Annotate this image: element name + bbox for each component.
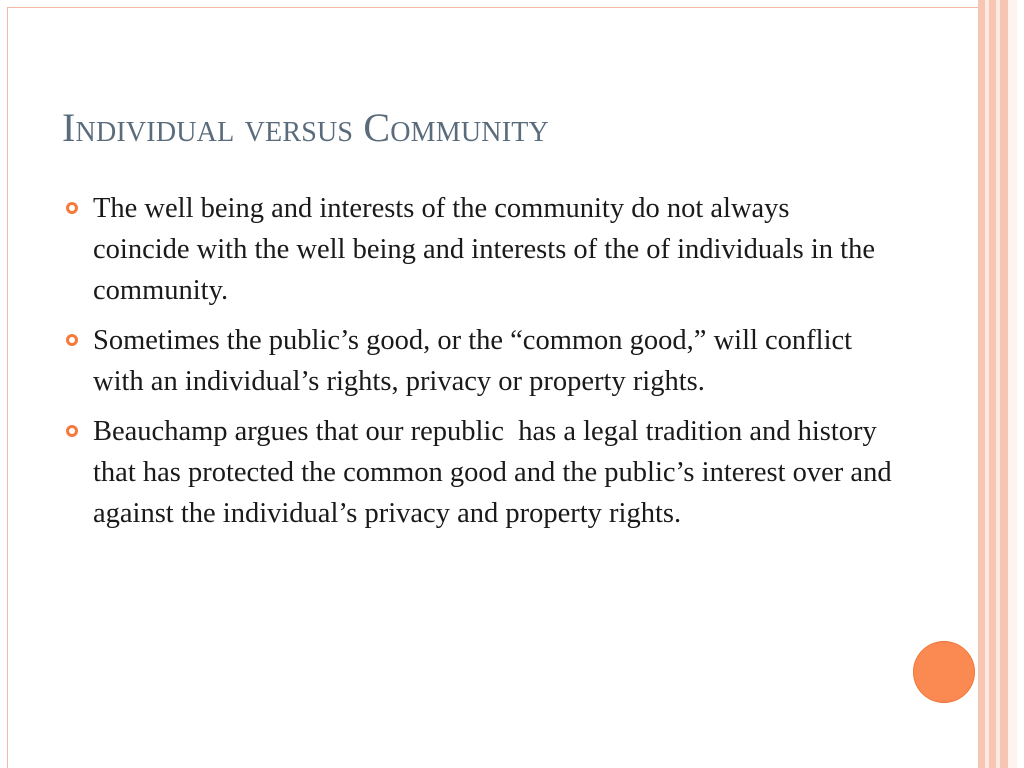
bullet-ring-icon [66,202,78,214]
bullet-item [62,188,892,311]
bullet-text: Sometimes the public’s good, or the “common good,” will conflict with an individual’s rights, privacy or property rights. [93,325,853,397]
decorative-stripe [989,0,996,768]
bullet-text: The well being and interests of the community do not always coincide with the well being and interests of the of individuals in the community. [93,193,875,306]
bullet-ring-icon [66,334,78,346]
bullet-item [62,411,899,534]
slide-title: Individual versus Community [62,105,549,150]
decorative-stripe [978,0,985,768]
bullet-item [62,320,892,402]
decorative-stripe [1008,0,1017,768]
accent-circle [913,641,975,703]
bullet-list [62,188,899,543]
bullet-text: Beauchamp argues that our republic has a legal tradition and history that has protected the common good and the public’s interest over and against the individual’s privacy and property rights. [93,416,899,529]
decorative-stripe [1000,0,1008,768]
bullet-ring-icon [66,425,78,437]
